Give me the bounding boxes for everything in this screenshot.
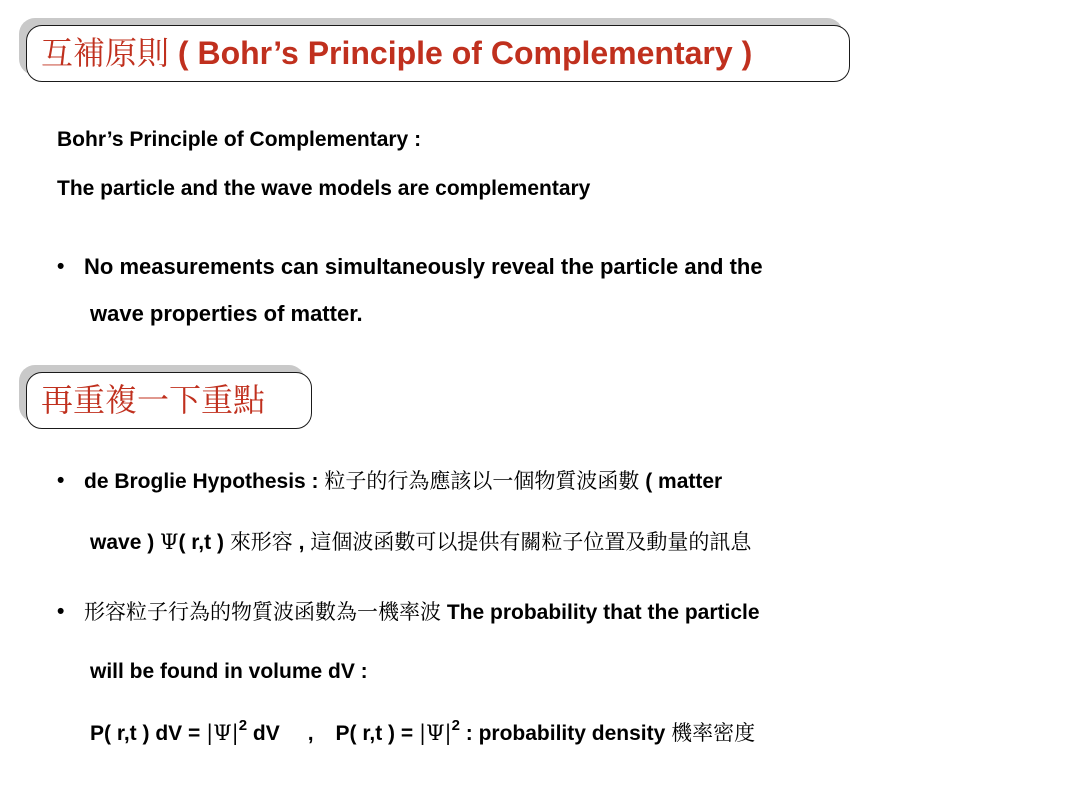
bullet2-line-1: [84, 468, 722, 495]
abs-bar: |: [418, 721, 427, 745]
bullet3-line-1: [84, 599, 760, 626]
latin-text: wave ): [90, 531, 161, 554]
bullet-marker: •: [57, 255, 65, 278]
latin-text: ( r,t ): [178, 531, 230, 554]
intro-line-2: The particle and the wave models are complementary: [57, 177, 591, 200]
latin-text: The probability that the particle: [441, 601, 760, 624]
abs-bar: |: [231, 721, 239, 745]
title-cjk: 再重複一下重點: [41, 381, 266, 419]
formula-separator: ,: [307, 722, 314, 745]
latin-text: ( matter: [639, 470, 723, 493]
formula-part: P( r,t ) =: [335, 722, 419, 745]
cjk-text: 這個波函數可以提供有關粒子位置及動量的訊息: [310, 530, 752, 554]
intro-line-1: Bohr’s Principle of Complementary :: [57, 128, 422, 151]
title-latin: ( Bohr’s Principle of Complementary ): [169, 35, 753, 71]
bullet-marker: •: [57, 600, 65, 623]
title-cjk: 互補原則: [41, 34, 170, 72]
exponent: 2: [451, 717, 460, 734]
psi-symbol: Ψ: [213, 721, 232, 745]
section-title-review: [26, 372, 312, 429]
cjk-text: 粒子的行為應該以一個物質波函數: [324, 469, 640, 493]
section-title-complementarity: [26, 25, 850, 82]
section-title-text: [41, 35, 752, 71]
psi-symbol: Ψ: [426, 721, 445, 745]
formula-part: : probability density: [459, 722, 672, 745]
bullet2-line-2: [90, 529, 751, 556]
exponent: 2: [238, 717, 248, 734]
cjk-text: 形容粒子行為的物質波函數為一機率波: [84, 600, 441, 624]
latin-text: ,: [292, 531, 311, 554]
bullet3-line-2: will be found in volume dV :: [90, 660, 368, 683]
bullet1-line-2: wave properties of matter.: [90, 301, 363, 326]
cjk-text: 來形容: [229, 530, 293, 554]
bullet1-line-1: No measurements can simultaneously reveal the particle and the: [84, 254, 763, 279]
formula-part: P( r,t ) dV =: [90, 722, 207, 745]
formula-part: dV: [247, 722, 280, 745]
bullet-marker: •: [57, 469, 65, 492]
abs-bar: |: [444, 721, 452, 745]
abs-bar: |: [206, 721, 214, 745]
section-title-text: [41, 382, 265, 418]
psi-symbol: Ψ: [160, 530, 179, 554]
term-de-broglie: de Broglie Hypothesis :: [84, 470, 325, 493]
cjk-text: 機率密度: [671, 721, 756, 745]
probability-formula: [90, 717, 756, 747]
